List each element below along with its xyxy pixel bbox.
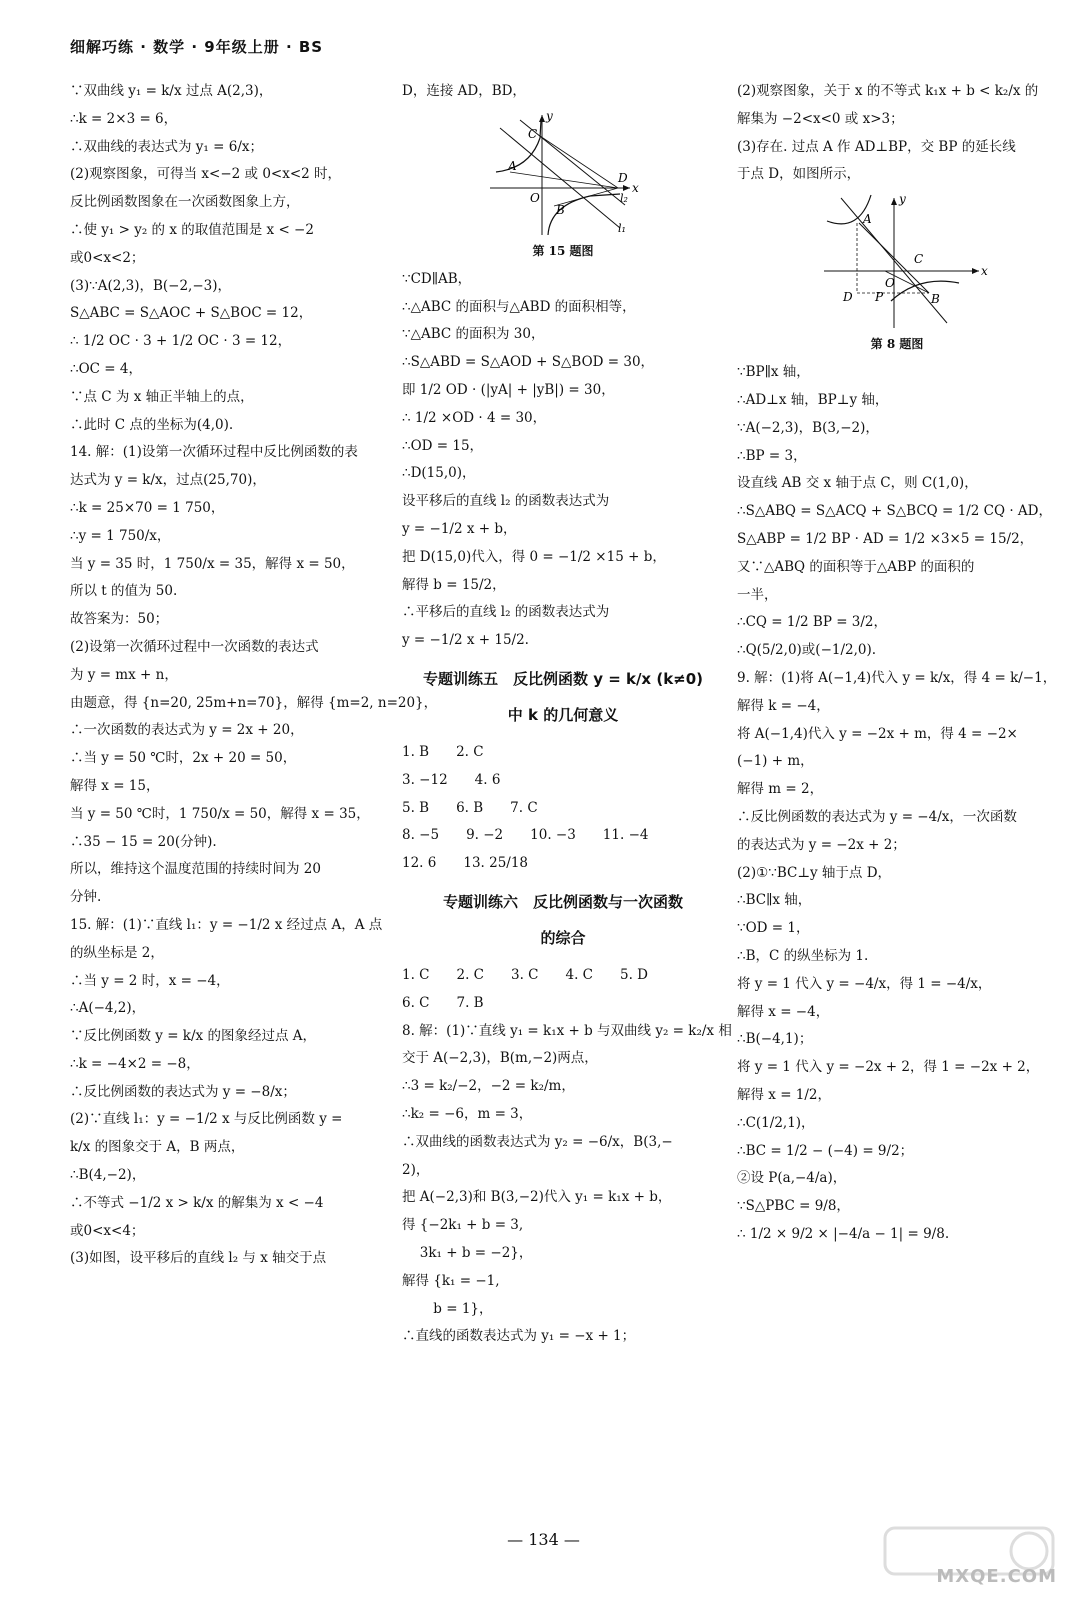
text-line: 一半， [737,586,778,603]
svg-text:l₂: l₂ [620,191,628,205]
svg-text:C: C [914,252,924,267]
section-5-title: 专题训练五 反比例函数 y = k/x (k≠0) [422,669,704,688]
figure-8-caption: 第 8 题图 [870,337,924,352]
text-line: 或0<x<4； [70,1222,145,1239]
text-line: D，连接 AD，BD， [402,83,526,99]
text-line: ∵S△PBC = 9/8， [737,1198,850,1215]
column-middle [402,78,732,1351]
text-line: ∴反比例函数的表达式为 y = −4/x，一次函数 [737,808,1017,825]
text-line: ∵双曲线 y₁ = k/x 过点 A(2,3)， [70,83,273,99]
text-line: ∴3 = k₂/−2，−2 = k₂/m， [402,1078,575,1095]
text-line: ∴双曲线的表达式为 y₁ = 6/x； [70,138,263,155]
text-line: 分钟. [70,889,102,906]
text-line: 解得 x = 15， [70,777,160,794]
figure-8-graph [819,193,989,333]
text-line: 反比例函数图象在一次函数图象上方， [70,194,300,211]
text-line: y = −1/2 x + b， [402,520,517,537]
text-line: ∴此时 C 点的坐标为(4,0). [70,416,234,433]
text-line: (2)设第一次循环过程中一次函数的表达式 [70,638,319,655]
text-line: 3k₁ + b = −2}， [402,1244,533,1261]
text-line: ∴ 1/2 × 9/2 × |−4/a − 1| = 9/8. [737,1225,950,1242]
text-line: 14. 解：(1)设第一次循环过程中反比例函数的表 [70,444,358,461]
text-line: 得 {−2k₁ + b = 3, [402,1217,524,1234]
text-line: ∴Q(5/2,0)或(−1/2,0). [737,642,877,659]
text-line: 当 y = 35 时，1 750/x = 35，解得 x = 50， [70,555,355,572]
text-line: ∵CD∥AB， [402,270,472,287]
column-right [737,78,1057,1249]
text-line: 故答案为：50； [70,611,169,628]
text-line: y = −1/2 x + 15/2. [402,632,529,649]
text-line: 的表达式为 y = −2x + 2； [737,836,906,853]
text-line: 将 y = 1 代入 y = −4/x，得 1 = −4/x， [737,975,992,992]
svg-text:O: O [885,276,895,291]
text-line: 15. 解：(1)∵直线 l₁：y = −1/2 x 经过点 A，A 点 [70,916,383,933]
text-line: ∴反比例函数的表达式为 y = −8/x； [70,1083,296,1100]
text-line: 达式为 y = k/x，过点(25,70)， [70,472,266,489]
text-line: 解得 m = 2， [737,781,824,798]
text-line: 由题意，得 {n=20, 25m+n=70}，解得 {m=2, n=20}， [70,694,438,711]
text-line: ∴D(15,0)， [402,465,476,482]
text-line: 解得 x = 1/2， [737,1086,832,1103]
text-line: (3)∵A(2,3)，B(−2,−3)， [70,277,232,294]
page-number: — 134 — [507,1530,580,1549]
answer-line: 1. B 2. C [402,743,484,760]
text-line: 2)， [402,1161,430,1178]
text-line: 即 1/2 OD · (|yA| + |yB|) = 30， [402,381,615,398]
svg-text:l₁: l₁ [618,221,626,235]
text-line: 交于 A(−2,3)，B(m,−2)两点， [402,1050,598,1067]
svg-text:y: y [546,108,553,123]
text-line: (2)观察图象，可得当 x<−2 或 0<x<2 时， [70,166,342,183]
text-line: ∵OD = 1， [737,920,810,937]
text-line: ∴双曲线的函数表达式为 y₂ = −6/x，B(3,− [402,1133,673,1150]
text-line: ∴BC∥x 轴， [737,892,812,909]
section-5-subtitle: 中 k 的几何意义 [507,705,619,724]
text-line: 又∵△ABQ 的面积等于△ABP 的面积的 [737,558,975,575]
section-6-subtitle: 的综合 [540,928,586,947]
text-line: ∴C(1/2,1)， [737,1114,815,1131]
text-line: (3)如图，设平移后的直线 l₂ 与 x 轴交于点 [70,1250,327,1267]
answer-line: 8. −5 9. −2 10. −3 11. −4 [402,827,649,844]
text-line: 把 D(15,0)代入，得 0 = −1/2 ×15 + b， [402,548,666,565]
text-line: S△ABP = 1/2 BP · AD = 1/2 ×3×5 = 15/2， [737,530,1034,547]
text-line: 所以，维持这个温度范围的持续时间为 20 [70,861,321,878]
text-line: 解集为 −2<x<0 或 x>3； [737,110,904,127]
text-line: (2)∵直线 l₁：y = −1/2 x 与反比例函数 y = [70,1111,343,1128]
text-line: ∴k₂ = −6，m = 3， [402,1105,533,1122]
svg-text:x: x [981,264,988,279]
text-line: ∵反比例函数 y = k/x 的图象经过点 A， [70,1028,316,1045]
figure-15 [402,110,724,262]
text-line: ∴ 1/2 OC · 3 + 1/2 OC · 3 = 12， [70,333,292,350]
text-line: 的纵坐标是 2， [70,944,164,961]
text-line: 解得 x = −4， [737,1003,830,1020]
text-line: (−1) + m， [737,753,814,770]
text-line: 解得 b = 15/2， [402,576,506,593]
text-line: 解得 {k₁ = −1, [402,1272,500,1289]
text-line: ∴△ABC 的面积与△ABD 的面积相等， [402,298,636,315]
text-line: ∴CQ = 1/2 BP = 3/2， [737,614,888,631]
svg-text:B: B [556,202,565,217]
figure-15-caption: 第 15 题图 [532,243,594,258]
text-line: 设平移后的直线 l₂ 的函数表达式为 [402,493,610,510]
text-line: S△ABC = S△AOC + S△BOC = 12， [70,305,313,322]
text-line: ∴BP = 3， [737,447,807,464]
text-line: ∴B，C 的纵坐标为 1. [737,947,869,964]
text-line: ∴不等式 −1/2 x > k/x 的解集为 x < −4 [70,1194,324,1211]
svg-text:P: P [875,290,884,305]
text-line: 把 A(−2,3)和 B(3,−2)代入 y₁ = k₁x + b， [402,1189,672,1206]
section-6-title: 专题训练六 反比例函数与一次函数 [442,892,683,911]
svg-text:x: x [632,180,639,195]
text-line: (2)观察图象，关于 x 的不等式 k₁x + b < k₂/x 的 [737,83,1039,99]
text-line: ∴一次函数的表达式为 y = 2x + 20， [70,722,304,739]
text-line: ∴y = 1 750/x， [70,527,171,544]
text-line: ∴当 y = 2 时，x = −4， [70,972,230,989]
text-line: ∴BC = 1/2 − (−4) = 9/2； [737,1142,914,1159]
text-line: ∵BP∥x 轴， [737,364,810,381]
text-line: ∴S△ABQ = S△ACQ + S△BCQ = 1/2 CQ · AD， [737,503,1052,520]
svg-text:A: A [863,212,872,227]
answer-line: 1. C 2. C 3. C 4. C 5. D [402,966,648,983]
text-line: 将 A(−1,4)代入 y = −2x + m，得 4 = −2× [737,725,1018,742]
text-line: 为 y = mx + n， [70,666,178,683]
text-line: 设直线 AB 交 x 轴于点 C，则 C(1,0)， [737,475,978,492]
text-line: ∵点 C 为 x 轴正半轴上的点， [70,388,254,405]
svg-text:y: y [899,192,906,207]
text-line: (3)存在. 过点 A 作 AD⊥BP，交 BP 的延长线 [737,138,1016,155]
page-header: 细解巧练 · 数学 · 9年级上册 · BS [70,38,324,56]
text-line: ∵A(−2,3)，B(3,−2)， [737,419,879,436]
text-line: 将 y = 1 代入 y = −2x + 2，得 1 = −2x + 2， [737,1059,1040,1076]
figure-8 [737,193,1057,355]
text-line: k/x 的图象交于 A，B 两点， [70,1139,245,1156]
text-line: ∴k = −4×2 = −8， [70,1055,200,1072]
watermark-text: MXQE.COM [936,1566,1057,1587]
svg-text:O: O [530,190,540,205]
svg-text:B: B [931,292,940,307]
text-line: ∴A(−4,2)， [70,1000,146,1017]
text-line: 8. 解：(1)∵直线 y₁ = k₁x + b 与双曲线 y₂ = k₂/x 相 [402,1022,732,1039]
svg-text:D: D [843,290,853,305]
text-line: 所以 t 的值为 50. [70,583,178,600]
text-line: ∴35 − 15 = 20(分钟). [70,833,217,850]
text-line: ∴当 y = 50 ℃时，2x + 20 = 50， [70,750,297,767]
text-line: ∴k = 2×3 = 6， [70,110,178,127]
text-line: ∵△ABC 的面积为 30， [402,326,545,343]
text-line: ∴平移后的直线 l₂ 的函数表达式为 [402,604,610,621]
text-line: ∴S△ABD = S△AOD + S△BOD = 30， [402,354,655,371]
text-line: ∴k = 25×70 = 1 750， [70,499,225,516]
text-line: 于点 D，如图所示， [737,166,861,183]
answer-line: 5. B 6. B 7. C [402,799,538,816]
svg-text:A: A [508,158,517,173]
text-line: b = 1}， [402,1300,493,1317]
text-line: ∴B(4,−2)， [70,1167,146,1184]
answer-line: 3. −12 4. 6 [402,771,501,788]
answer-line: 6. C 7. B [402,994,484,1011]
text-line: ∴ 1/2 ×OD · 4 = 30， [402,409,547,426]
text-line: ∴OD = 15， [402,437,484,454]
text-line: ②设 P(a,−4/a)， [737,1170,847,1187]
svg-text:C: C [528,126,538,141]
answer-line: 12. 6 13. 25/18 [402,855,529,872]
text-line: ∴使 y₁ > y₂ 的 x 的取值范围是 x < −2 [70,221,314,238]
figure-15-graph [480,110,680,240]
text-line: ∴直线的函数表达式为 y₁ = −x + 1； [402,1328,636,1345]
text-line: 9. 解：(1)将 A(−1,4)代入 y = k/x，得 4 = k/−1， [737,669,1057,686]
text-line: 当 y = 50 ℃时，1 750/x = 50，解得 x = 35， [70,805,370,822]
text-line: ∴OC = 4， [70,360,142,377]
text-line: ∴B(−4,1)； [737,1031,813,1048]
svg-text:D: D [618,170,628,185]
text-line: ∴AD⊥x 轴，BP⊥y 轴， [737,391,889,408]
text-line: 或0<x<2； [70,249,145,266]
text-line: (2)①∵BC⊥y 轴于点 D， [737,864,892,881]
text-line: 解得 k = −4， [737,697,830,714]
